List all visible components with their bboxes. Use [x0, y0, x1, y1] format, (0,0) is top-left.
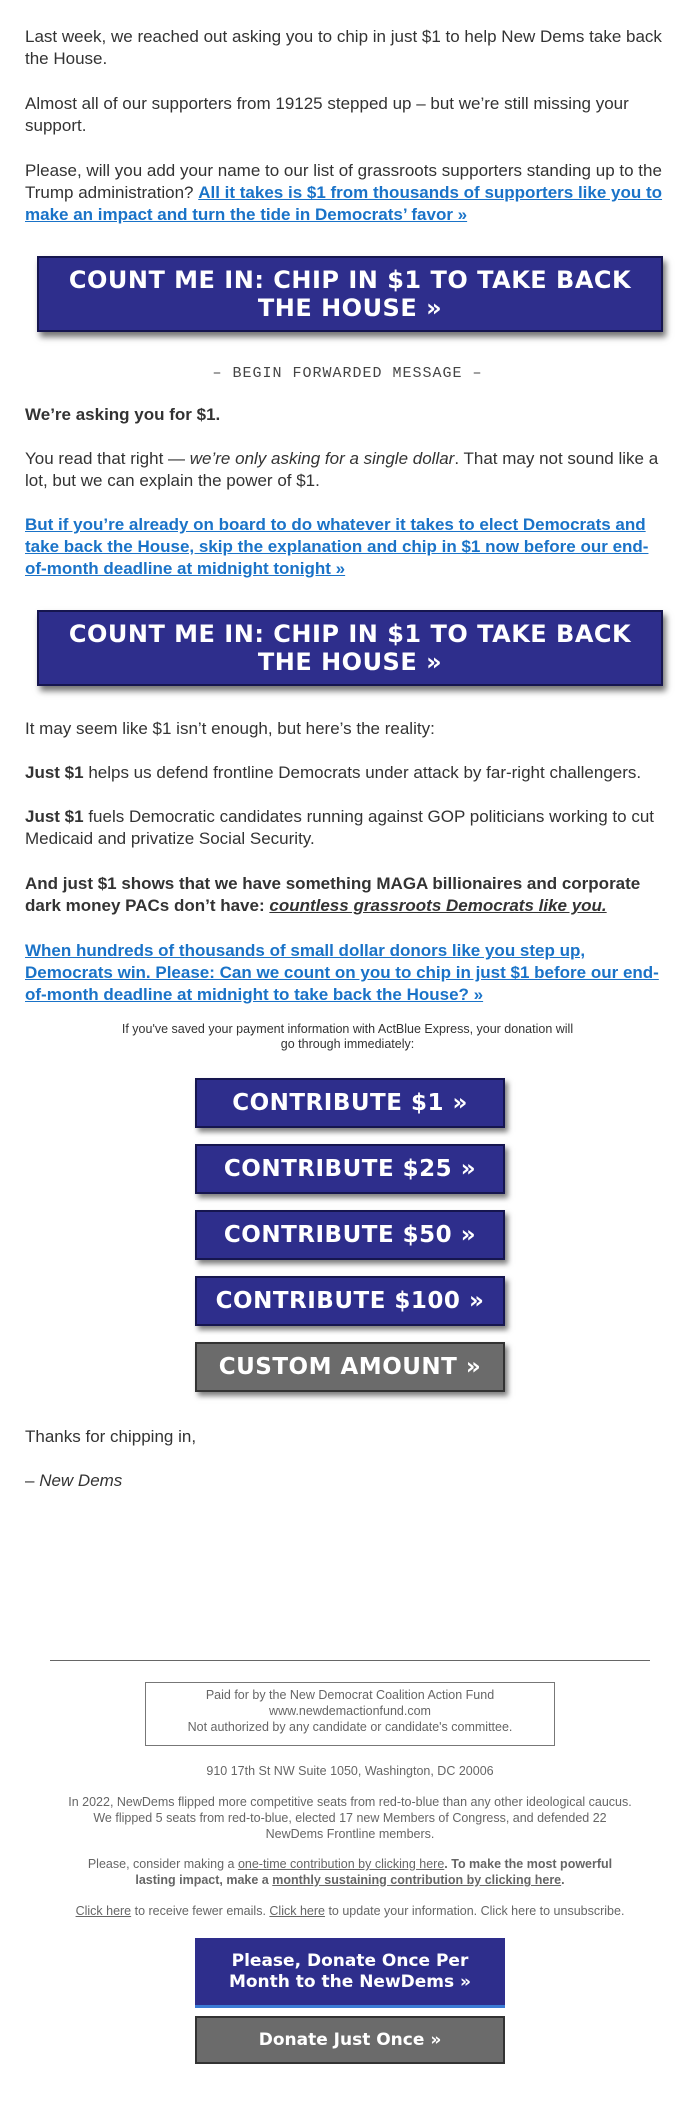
consider-text-b: . To make the most powerful lasting impact, make a — [135, 1857, 613, 1887]
pref-text-a: to receive fewer emails. — [131, 1904, 270, 1918]
fuels-paragraph — [25, 806, 670, 850]
intro-paragraph-1: Last week, we reached out asking you to chip in just $1 to help New Dems take back the House. — [25, 27, 662, 68]
maga-text: And just $1 shows that we have something MAGA billionaires and corporate dark money PACs don’t have: — [25, 874, 641, 915]
actblue-note: If you've saved your payment information with ActBlue Express, your donation will go through immediately: — [121, 1022, 574, 1051]
signature-dash: – — [25, 1471, 40, 1490]
just-1-label: Just $1 — [25, 763, 84, 782]
pref-text-b: to update your information. Click here to unsubscribe. — [324, 1904, 625, 1918]
forwarded-p1-text-b: . That may not sound like a lot, but we can explain the power of $1. — [25, 449, 659, 490]
defend-text: helps us defend frontline Democrats under attack by far-right challengers. — [83, 763, 642, 782]
signature-name: New Dems — [39, 1471, 123, 1490]
donate-monthly-button[interactable]: Please, Donate Once Per Month to the NewDems » — [195, 1938, 505, 2008]
forwarded-p1-emphasis: we’re only asking for a single dollar — [189, 449, 455, 468]
forwarded-paragraph-link — [25, 514, 670, 580]
contribute-1-button[interactable]: CONTRIBUTE $1 » — [195, 1078, 505, 1128]
forwarded-p1-text-a: You read that right — — [25, 449, 190, 468]
paid-for-website: www.newdemactionfund.com — [269, 1704, 431, 1718]
signature — [25, 1470, 670, 1492]
donate-once-button[interactable]: Donate Just Once » — [195, 2016, 505, 2064]
footer-consider — [70, 1856, 630, 1888]
forwarded-paragraph-1 — [25, 448, 670, 492]
count-me-in-button-top[interactable]: COUNT ME IN: CHIP IN $1 TO TAKE BACK THE HOUSE » — [37, 256, 663, 332]
consider-text-c: . — [561, 1873, 565, 1887]
just-1-label-2: Just $1 — [25, 807, 84, 826]
reality-paragraph: It may seem like $1 isn’t enough, but here’s the reality: — [25, 719, 435, 738]
one-time-contribution-link[interactable]: one-time contribution by clicking here — [237, 1857, 445, 1871]
forwarded-heading: We’re asking you for $1. — [25, 405, 221, 424]
paid-for-disclaimer: Not authorized by any candidate or candidate's committee. — [187, 1720, 513, 1734]
footer-preferences — [0, 1903, 700, 1919]
contribute-50-button[interactable]: CONTRIBUTE $50 » — [195, 1210, 505, 1260]
intro-paragraph-3-text: Please, will you add your name to our list of grassroots supporters standing up to the Trump administration? — [25, 161, 662, 202]
custom-amount-button[interactable]: CUSTOM AMOUNT » — [195, 1342, 505, 1392]
intro-paragraph-3 — [25, 160, 670, 226]
monthly-contribution-link[interactable]: monthly sustaining contribution by clicking here — [272, 1873, 562, 1887]
consider-text-a: Please, consider making a — [87, 1857, 238, 1871]
count-me-in-button-middle[interactable]: COUNT ME IN: CHIP IN $1 TO TAKE BACK THE HOUSE » — [37, 610, 663, 686]
contribute-25-button[interactable]: CONTRIBUTE $25 » — [195, 1144, 505, 1194]
footer-address: 910 17th St NW Suite 1050, Washington, DC 20006 — [206, 1764, 494, 1778]
paid-for-box — [145, 1682, 555, 1746]
count-on-you-paragraph — [25, 940, 670, 1006]
thanks-line: Thanks for chipping in, — [25, 1427, 197, 1446]
intro-paragraph-2: Almost all of our supporters from 19125 stepped up – but we’re still missing your support. — [25, 94, 629, 135]
maga-paragraph — [25, 873, 670, 917]
contribute-100-button[interactable]: CONTRIBUTE $100 » — [195, 1276, 505, 1326]
intro-donate-link[interactable]: All it takes is $1 from thousands of supporters like you to make an impact and turn the tide in Democrats’ favor » — [25, 183, 663, 224]
skip-explanation-donate-link[interactable]: But if you’re already on board to do whatever it takes to elect Democrats and take back the House, skip the explanation and chip in $1 now before our end-of-month deadline at midnight tonight » — [25, 515, 649, 578]
footer-divider — [50, 1660, 650, 1661]
defend-paragraph — [25, 762, 670, 784]
update-info-link[interactable]: Click here — [269, 1904, 325, 1918]
footer-about: In 2022, NewDems flipped more competitive seats from red-to-blue than any other ideological caucus. We flipped 5 seats from red-to-blue, elected 17 new Members of Congress, and defended 22 NewDems Frontline members. — [68, 1795, 632, 1841]
forwarded-message-divider: – BEGIN FORWARDED MESSAGE – — [212, 365, 483, 382]
count-on-you-donate-link[interactable]: When hundreds of thousands of small dollar donors like you step up, Democrats win. Please: Can we count on you to chip in just $1 before our end-of-month deadline at midnight to take back the House? » — [25, 941, 659, 1004]
paid-for-line: Paid for by the New Democrat Coalition Action Fund — [205, 1688, 495, 1702]
fewer-emails-link[interactable]: Click here — [75, 1904, 132, 1918]
fuels-text: fuels Democratic candidates running against GOP politicians working to cut Medicaid and privatize Social Security. — [25, 807, 655, 848]
maga-emphasis: countless grassroots Democrats like you. — [269, 896, 607, 915]
